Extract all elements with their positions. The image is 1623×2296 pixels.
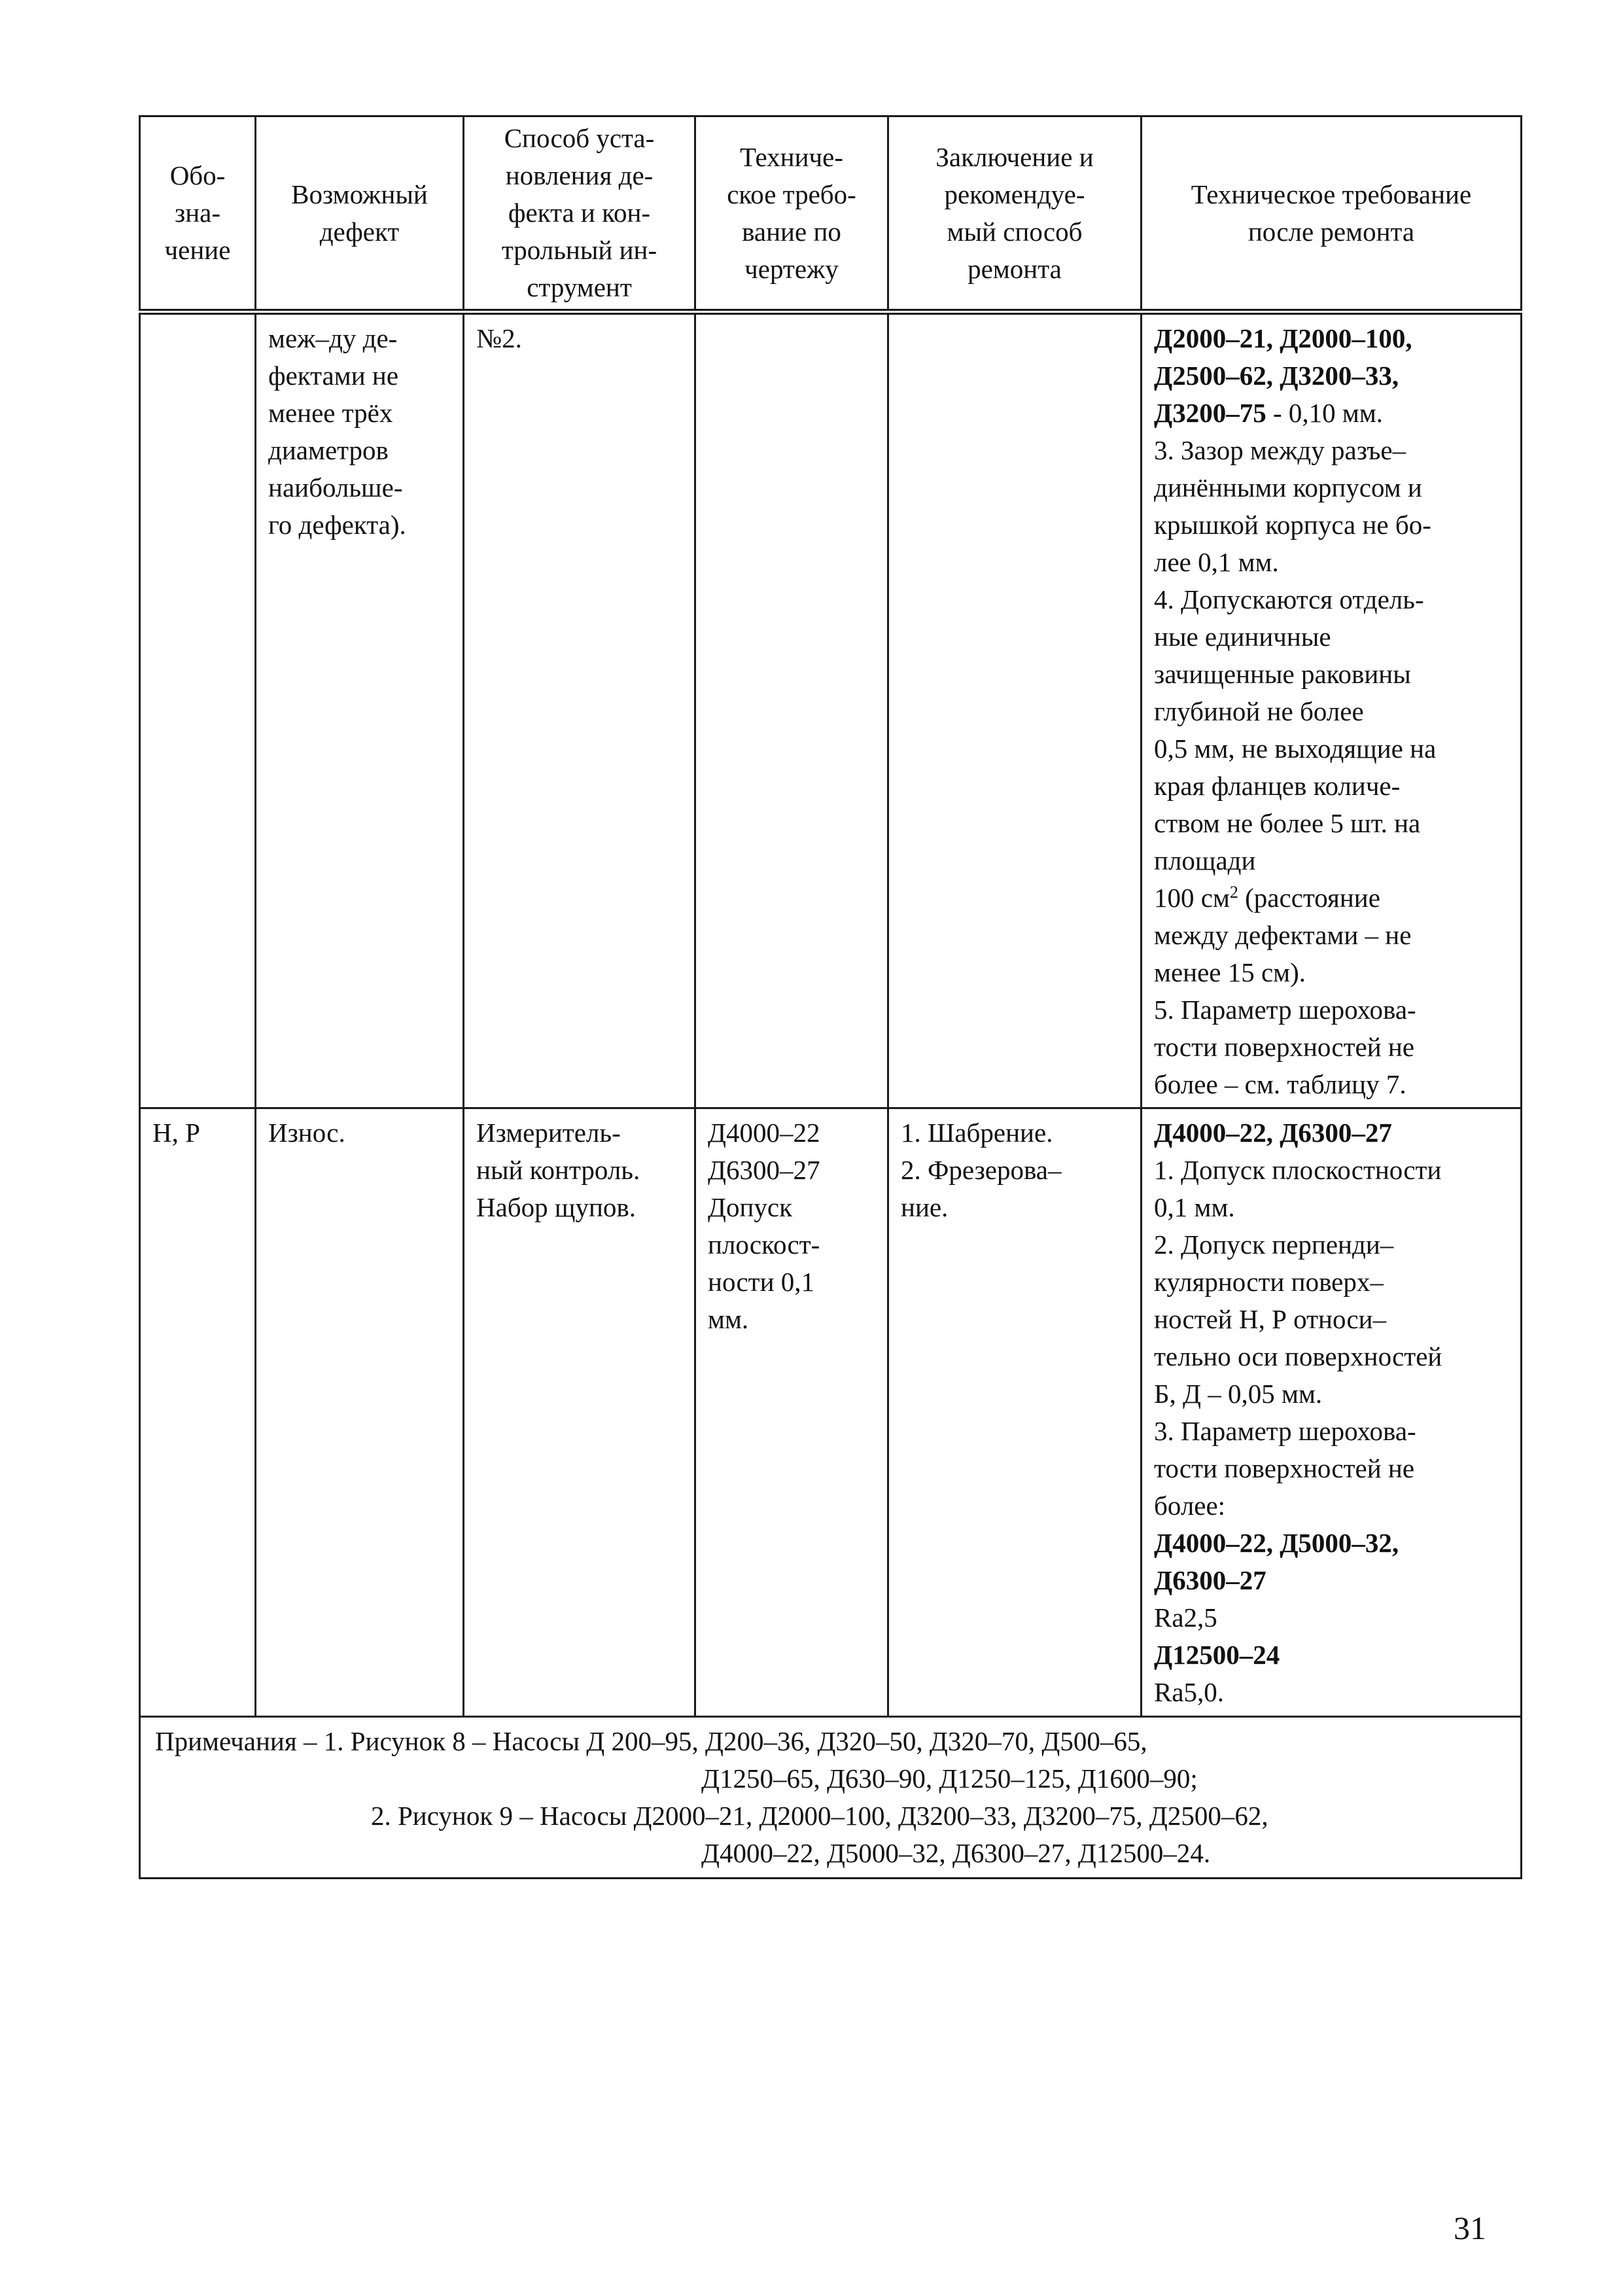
requirement-line: тельно оси поверхностей [1154,1341,1442,1371]
text-segment: (расстояние [1238,883,1380,913]
requirement-line: края фланцев количе- [1154,771,1401,801]
cell-line: Допуск [708,1192,793,1222]
header-line: струмент [527,272,632,302]
cell-line: ный контроль. [476,1155,640,1185]
note-line-2: Д1250–65, Д630–90, Д1250–125, Д1600–90; [701,1763,1198,1793]
cell-line: мм. [708,1304,749,1334]
note-line-4: Д4000–22, Д5000–32, Д6300–27, Д12500–24. [701,1838,1211,1868]
requirement-line: ные единичные [1154,622,1331,652]
requirement-line: Д4000–22, Д5000–32, [1154,1528,1399,1558]
requirement-line: более: [1154,1491,1226,1521]
requirement-line: Б, Д – 0,05 мм. [1154,1379,1323,1409]
header-line: Техниче- [740,141,843,172]
requirement-line: Ra5,0. [1154,1677,1225,1707]
requirement-line: Ra2,5 [1154,1602,1217,1633]
cell-line: меж–ду де- [268,323,398,353]
cell-line: 1. Шабрение. [901,1118,1053,1148]
header-line: ское требо- [727,179,856,209]
cell-line: плоскост- [708,1229,820,1260]
cell-line: ние. [901,1192,949,1222]
cell-line: Набор щупов. [476,1192,637,1222]
notes-cell [140,1717,1522,1879]
designation-text: Н, Р [152,1118,200,1148]
requirement-line: Д6300–27 [1154,1565,1266,1595]
requirement-line: ством не более 5 шт. на [1154,808,1421,838]
note-line-3: 2. Рисунок 9 – Насосы Д2000–21, Д2000–100, Д3200–33, Д3200–75, Д2500–62, [371,1801,1268,1831]
header-line: трольный ин- [501,235,657,265]
notes-row [140,1717,1522,1879]
requirement-line: площади [1154,845,1256,875]
requirement-line: между дефектами – не [1154,920,1412,950]
requirement-line: менее 15 см). [1154,957,1306,987]
table-row [140,1108,1522,1717]
page-number: 31 [1454,2210,1486,2246]
cell-line: го дефекта). [268,510,406,540]
header-line: дефект [319,216,400,247]
text-segment: - 0,10 мм. [1266,398,1384,428]
header-line: Способ уста- [504,123,655,153]
requirement-line: Д2000–21, Д2000–100, [1154,323,1412,353]
requirement-line: 2. Допуск перпенди– [1154,1229,1394,1260]
cell-line: наибольше- [268,472,403,503]
requirement-line [1154,879,1509,917]
cell-defect [256,312,464,1108]
requirement-line: кулярности поверх– [1154,1267,1384,1297]
cell-requirement [695,312,888,1108]
requirement-line: зачищенные раковины [1154,659,1411,689]
cell-designation [140,312,256,1108]
header-conclusion [888,116,1142,312]
cell-requirement [695,1108,888,1717]
defects-table [139,115,1522,1879]
requirement-line: крышкой корпуса не бо- [1154,510,1431,540]
cell-line: менее трёх [268,398,393,428]
header-line: Заключение и [935,141,1094,172]
header-line: чертежу [744,253,839,284]
requirement-line: 0,5 мм, не выходящие на [1154,733,1437,764]
requirement-line: глубиной не более [1154,696,1364,726]
text-segment: 2 [1229,883,1238,902]
cell-conclusion [888,312,1142,1108]
table-row [140,312,1522,1108]
cell-defect [256,1108,464,1717]
cell-line: диаметров [268,435,389,465]
requirement-line: более – см. таблицу 7. [1154,1069,1406,1099]
header-line: зна- [175,198,220,228]
cell-line: 2. Фрезерова– [901,1155,1062,1185]
cell-after-repair [1142,1108,1522,1717]
cell-method [464,312,695,1108]
text-segment: Д3200–75 [1154,398,1266,428]
cell-designation [140,1108,256,1717]
requirement-line: лее 0,1 мм. [1154,547,1279,577]
header-after-repair [1142,116,1522,312]
header-designation [140,116,256,312]
cell-line: Измеритель- [476,1118,621,1148]
table-header-row [140,116,1522,312]
requirement-line: тости поверхностей не [1154,1032,1415,1062]
header-line: новления де- [505,160,654,190]
cell-line: Износ. [268,1118,345,1148]
cell-after-repair [1142,312,1522,1108]
cell-line: ности 0,1 [708,1267,815,1297]
text-segment: 100 см [1154,883,1230,913]
cell-method [464,1108,695,1717]
cell-conclusion [888,1108,1142,1717]
header-defect [256,116,464,312]
cell-line: фектами не [268,361,399,391]
requirement-line: 3. Зазор между разъе– [1154,435,1406,465]
header-line: мый способ [947,216,1083,247]
requirement-line: 5. Параметр шерохова- [1154,995,1416,1025]
requirement-line: тости поверхностей не [1154,1453,1415,1483]
header-line: вание по [742,216,841,247]
cell-line: Д6300–27 [708,1155,820,1185]
header-line: ремонта [968,253,1062,284]
requirement-line: Д4000–22, Д6300–27 [1154,1118,1392,1148]
requirement-line: 4. Допускаются отдель- [1154,584,1424,614]
header-line: после ремонта [1248,216,1415,247]
requirement-line: 3. Параметр шерохова- [1154,1416,1416,1446]
header-line: Техническое требование [1191,179,1472,209]
header-line: рекомендуе- [944,179,1085,209]
requirement-line: Д12500–24 [1154,1640,1280,1670]
header-method [464,116,695,312]
requirement-line: динёнными корпусом и [1154,472,1422,503]
header-requirement [695,116,888,312]
cell-line: Д4000–22 [708,1118,820,1148]
requirement-line: Д2500–62, Д3200–33, [1154,361,1399,391]
requirement-line: ностей Н, Р относи– [1154,1304,1387,1334]
requirement-line [1154,395,1509,432]
note-line-1: Примечания – 1. Рисунок 8 – Насосы Д 200–95, Д200–36, Д320–50, Д320–70, Д500–65, [155,1726,1147,1756]
header-line: Возможный [291,179,428,209]
header-line: Обо- [169,160,226,190]
cell-line: №2. [476,323,522,353]
header-line: фекта и кон- [508,198,651,228]
header-line: чение [164,235,231,265]
requirement-line: 0,1 мм. [1154,1192,1235,1222]
requirement-line: 1. Допуск плоскостности [1154,1155,1442,1185]
